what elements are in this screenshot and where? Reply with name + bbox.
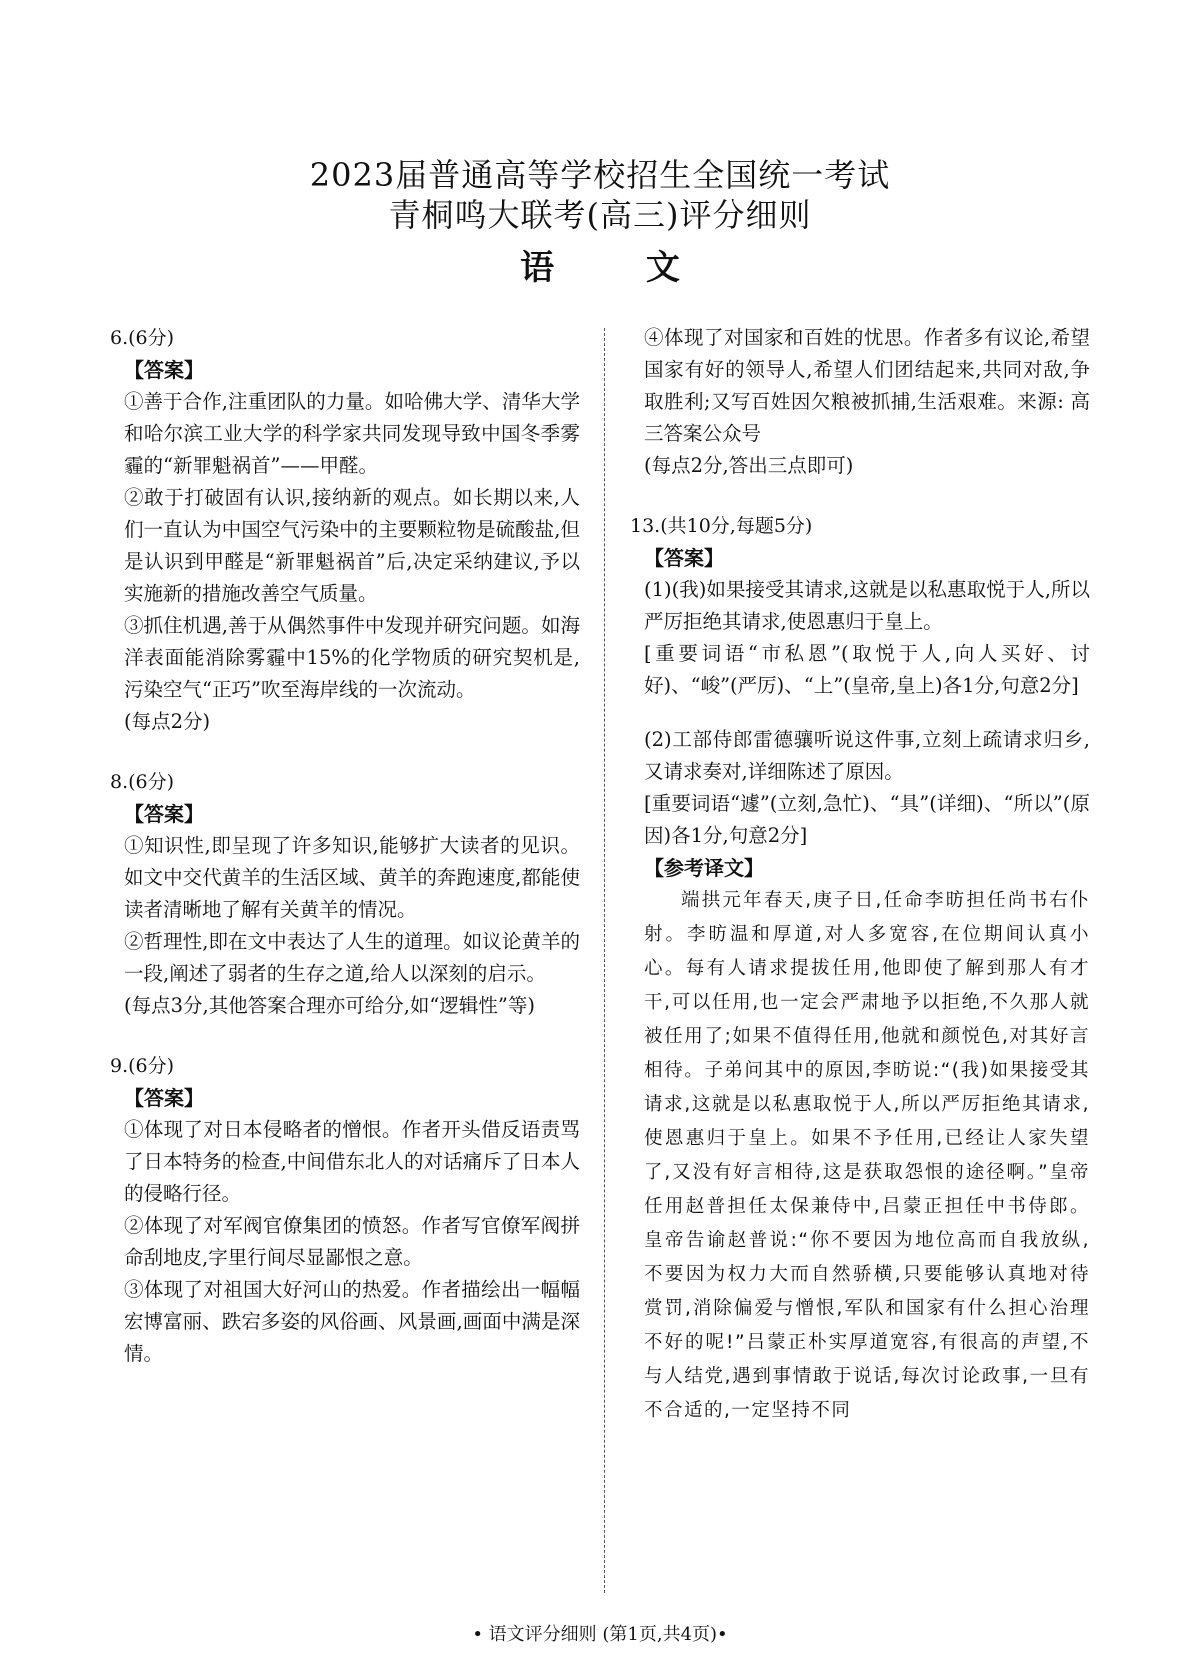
question-6	[110, 322, 580, 738]
spacer	[630, 482, 1090, 510]
title-line-2: 青桐鸣大联考(高三)评分细则	[388, 196, 812, 234]
title-line-1: 2023届普通高等学校招生全国统一考试	[309, 156, 891, 194]
column-divider	[604, 328, 605, 1593]
scoring-note: (每点2分)	[124, 710, 211, 733]
answer-tag: 【答案】	[644, 546, 724, 570]
reference-translation: 端拱元年春天,庚子日,任命李昉担任尚书右仆射。李昉温和厚道,对人多宽容,在位期间认真小心。每有人请求提拔任用,他即使了解到那人有才干,可以任用,也一定会严肃地予以拒绝,不久那人就被任用了;如果不值得任用,他就和颜悦色,对其好言相待。子弟问其中的原因,李昉说:“(我)如果接受其请求,这就是以私惠取悦于人,所以严厉拒绝其请求,使恩惠归于皇上。如果不予任用,已经让人家失望了,又没有好言相待,这是获取怨恨的途径啊。”皇帝任用赵普担任太保兼侍中,吕蒙正担任中书侍郎。皇帝告谕赵普说:“你不要因为地位高而自我放纵,不要因为权力大而自然骄横,只要能够认真地对待赏罚,消除偏爱与憎恨,军队和国家有什么担心治理不好的呢!”吕蒙正朴实厚道宽容,有很高的声望,不与人结党,遇到事情敢于说话,每次讨论政事,一旦有不合适的,一定坚持不同	[644, 890, 1090, 1421]
scoring-note: (每点3分,其他答案合理亦可给分,如“逻辑性”等)	[124, 994, 535, 1017]
subject-title: 语 文	[520, 248, 720, 288]
question-9-continued	[630, 322, 1090, 482]
translation-answer: (2)工部侍郎雷德骧听说这件事,立刻上疏请求归乡,又请求奏对,详细陈述了原因。	[644, 728, 1090, 783]
left-column	[110, 322, 580, 1370]
answer-tag: 【答案】	[124, 1086, 204, 1110]
page-footer: • 语文评分细则 (第1页,共4页)•	[472, 1624, 728, 1645]
answer-point: ②敢于打破固有认识,接纳新的观点。如长期以来,人们一直认为中国空气污染中的主要颗粒物是硫酸盐,但是认识到甲醛是“新罪魁祸首”后,决定采纳建议,予以实施新的措施改善空气质量。	[124, 486, 580, 605]
question-13	[630, 510, 1090, 1428]
question-heading: 8.(6分)	[110, 771, 175, 793]
answer-point: ③抓住机遇,善于从偶然事件中发现并研究问题。如海洋表面能消除雾霾中15%的化学物质的研究契机是,污染空气“正巧”吹至海岸线的一次流动。	[124, 614, 580, 701]
question-heading: 13.(共10分,每题5分)	[630, 515, 813, 537]
answer-point: ④体现了对国家和百姓的忧思。作者多有议论,希望国家有好的领导人,希望人们团结起来,共同对敌,争取胜利;又写百姓因欠粮被抓捕,生活艰难。来源: 高三答案公众号	[644, 326, 1090, 445]
question-9	[110, 1050, 580, 1370]
translation-answer: (1)(我)如果接受其请求,这就是以私惠取悦于人,所以严厉拒绝其请求,使恩惠归于皇上。	[644, 578, 1090, 633]
spacer	[110, 738, 580, 766]
scoring-note: (每点2分,答出三点即可)	[644, 454, 854, 477]
answer-point: ③体现了对祖国大好河山的热爱。作者描绘出一幅幅宏博富丽、跌宕多姿的风俗画、风景画,画面中满是深情。	[124, 1278, 580, 1365]
spacer	[630, 702, 1090, 724]
answer-tag: 【答案】	[124, 802, 204, 826]
answer-point: ①知识性,即呈现了许多知识,能够扩大读者的见识。如文中交代黄羊的生活区域、黄羊的奔跑速度,都能使读者清晰地了解有关黄羊的情况。	[124, 834, 580, 921]
reference-translation-tag: 【参考译文】	[644, 856, 764, 880]
scoring-note: [重要词语“遽”(立刻,急忙)、“具”(详细)、“所以”(原因)各1分,句意2分]	[644, 792, 1090, 847]
question-heading: 9.(6分)	[110, 1055, 175, 1077]
answer-point: ①体现了对日本侵略者的憎恨。作者开头借反语责骂了日本特务的检查,中间借东北人的对话痛斥了日本人的侵略行径。	[124, 1118, 580, 1205]
question-heading: 6.(6分)	[110, 327, 175, 349]
right-column	[630, 322, 1090, 1428]
answer-point: ①善于合作,注重团队的力量。如哈佛大学、清华大学和哈尔滨工业大学的科学家共同发现导致中国冬季雾霾的“新罪魁祸首”——甲醛。	[124, 390, 580, 477]
answer-point: ②哲理性,即在文中表达了人生的道理。如议论黄羊的一段,阐述了弱者的生存之道,给人以深刻的启示。	[124, 930, 580, 985]
question-8	[110, 766, 580, 1022]
answer-point: ②体现了对军阀官僚集团的愤怒。作者写官僚军阀拼命刮地皮,字里行间尽显鄙恨之意。	[124, 1214, 580, 1269]
scoring-note: [重要词语“市私恩”(取悦于人,向人买好、讨好)、“峻”(严厉)、“上”(皇帝,皇上)各1分,句意2分]	[644, 642, 1090, 697]
spacer	[110, 1022, 580, 1050]
answer-tag: 【答案】	[124, 358, 204, 382]
